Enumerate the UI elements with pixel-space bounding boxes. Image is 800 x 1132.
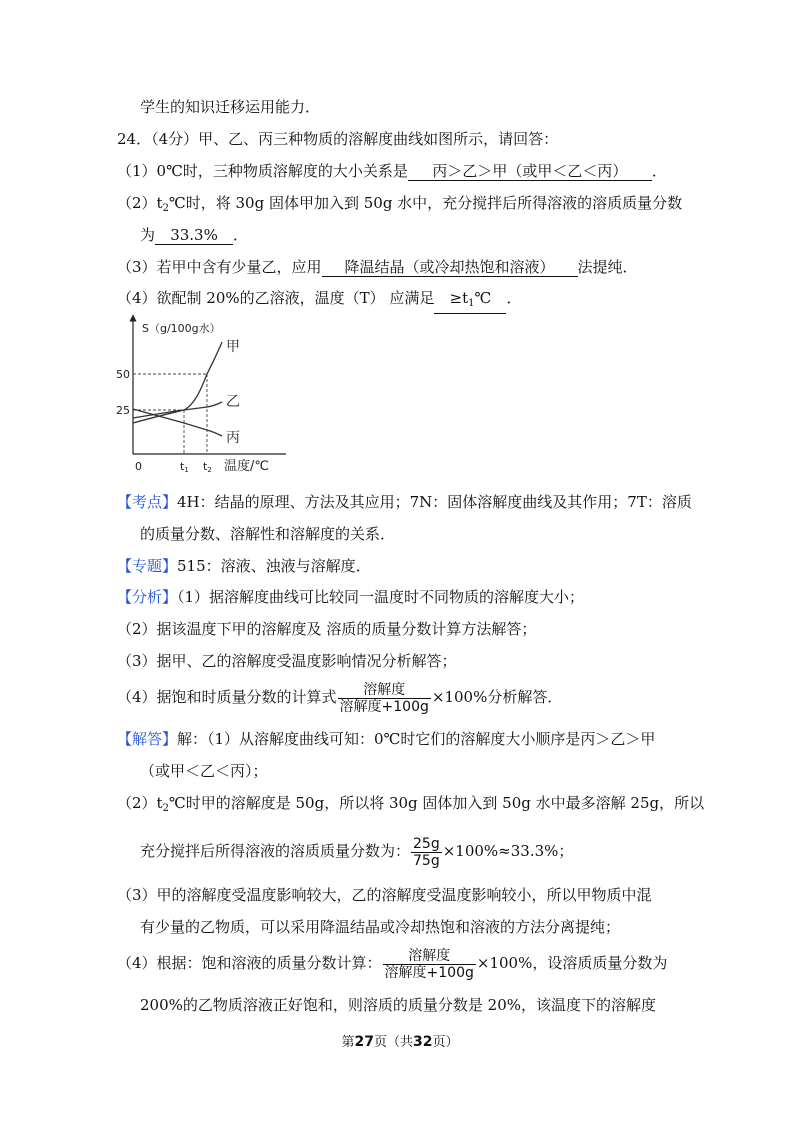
jieda-line8: 200%的乙物质溶液正好饱和，则溶质的质量分数是 20%，该温度下的溶解度 xyxy=(140,996,656,1014)
q4: （4）欲配制 20%的乙溶液，温度（T） 应满足 $\ge t_1℃$ ． xyxy=(117,288,521,314)
page-footer: 第27页（共32页） xyxy=(341,1034,459,1050)
series-bing-curve xyxy=(133,409,222,436)
jieda-line6: 有少量的乙物质，可以采用降温结晶或冷却热饱和溶液的方法分离提纯； xyxy=(140,918,621,936)
q3: （3）若甲中含有少量乙，应用 降温结晶（或冷却热饱和溶液） 法提纯． xyxy=(117,258,638,276)
x-tick-t1: t1 xyxy=(180,460,189,474)
kaodian-tag: 【考点】 xyxy=(117,493,178,511)
q1-answer: 丙＞乙＞甲（或甲＜乙＜丙） xyxy=(408,162,652,181)
jieda-line2: （或甲＜乙＜丙）； xyxy=(140,762,268,780)
q2-answer: 33.3% xyxy=(155,226,233,245)
y-tick-25: 25 xyxy=(116,404,130,417)
jieda-line7: （4）根据：饱和溶液的质量分数计算： $\frac{\text{溶解度}}{\text{溶解度+100g}}$ ×100%，设溶质质量分数为 xyxy=(117,947,668,981)
jieda-line5: （3）甲的溶解度受温度影响较大，乙的溶解度受温度影响较小，所以甲物质中混 xyxy=(117,886,652,904)
x-tick-t2: t2 xyxy=(203,460,212,474)
series-jia-label: 甲 xyxy=(226,339,240,355)
solubility-chart xyxy=(118,312,298,477)
question-header: 24．（4分）甲、乙、丙三种物质的溶解度曲线如图所示，请回答： xyxy=(117,130,559,148)
kaodian-line1: 【考点】4H：结晶的原理、方法及其应用；7N：固体溶解度曲线及其作用；7T：溶质 xyxy=(117,493,692,511)
page-number: 27 xyxy=(354,1034,374,1050)
q2: $(2)t_2℃$时，将 30g 固体甲加入到 50g 水中，充分搅拌后所得溶液的溶质质量分数 xyxy=(117,194,683,214)
intro-tail: 学生的知识迁移运用能力． xyxy=(140,98,321,116)
jieda-line3: $(2)t_2℃$时甲的溶解度是 50g，所以将 30g 固体加入到 50g 水中最多溶解 25g，所以 xyxy=(117,794,705,814)
series-bing-label: 丙 xyxy=(226,430,240,446)
jieda-tag: 【解答】 xyxy=(117,730,178,748)
series-yi-label: 乙 xyxy=(226,394,240,410)
q4-answer: $\ge t_1℃$ xyxy=(434,289,506,314)
q3-answer: 降温结晶（或冷却热饱和溶液） xyxy=(322,258,578,277)
x-origin-label: 0 xyxy=(135,460,142,473)
fenxi-line4: （4）据饱和时质量分数的计算式 $\frac{\text{溶解度}}{\text{溶解度+100g}}$ ×100%分析解答． xyxy=(117,681,563,715)
fenxi-line1: 【分析】（1）据溶解度曲线可比较同一温度时不同物质的溶解度大小； xyxy=(117,588,585,606)
jieda-line1: 【解答】解：（1）从溶解度曲线可知：0℃时它们的溶解度大小顺序是丙＞乙＞甲 xyxy=(117,730,656,748)
q1: （1）0℃时，三种物质溶解度的大小关系是 丙＞乙＞甲（或甲＜乙＜丙） ． xyxy=(117,162,667,180)
jieda-line4: 充分搅拌后所得溶液的溶质质量分数为： $\frac{25g}{75g}$ ×100%≈33.3%； xyxy=(140,835,574,869)
jieda-fraction-2: $\frac{\text{溶解度}}{\text{溶解度+100g}}$ xyxy=(384,947,474,981)
fenxi-fraction: $\frac{\text{溶解度}}{\text{溶解度+100g}}$ xyxy=(339,681,429,715)
q2-answer-line: 为 33.3% ． xyxy=(140,226,249,244)
y-tick-50: 50 xyxy=(116,368,130,381)
series-yi-curve xyxy=(133,402,222,418)
y-axis-label: S（g/100g水） xyxy=(142,322,221,335)
fenxi-tag: 【分析】 xyxy=(117,588,178,606)
fenxi-line2: （2）据该温度下甲的溶解度及 溶质的质量分数计算方法解答； xyxy=(117,620,537,638)
x-axis-label: 温度/℃ xyxy=(224,459,269,474)
kaodian-line2: 的质量分数、溶解性和溶解度的关系． xyxy=(140,525,396,543)
zhuanti-line: 【专题】515：溶液、浊液与溶解度． xyxy=(117,557,371,575)
zhuanti-tag: 【专题】 xyxy=(117,557,178,575)
page-total: 32 xyxy=(413,1034,433,1050)
jieda-fraction-1: $\frac{25g}{75g}$ xyxy=(413,835,440,869)
fenxi-line3: （3）据甲、乙的溶解度受温度影响情况分析解答； xyxy=(117,652,457,670)
